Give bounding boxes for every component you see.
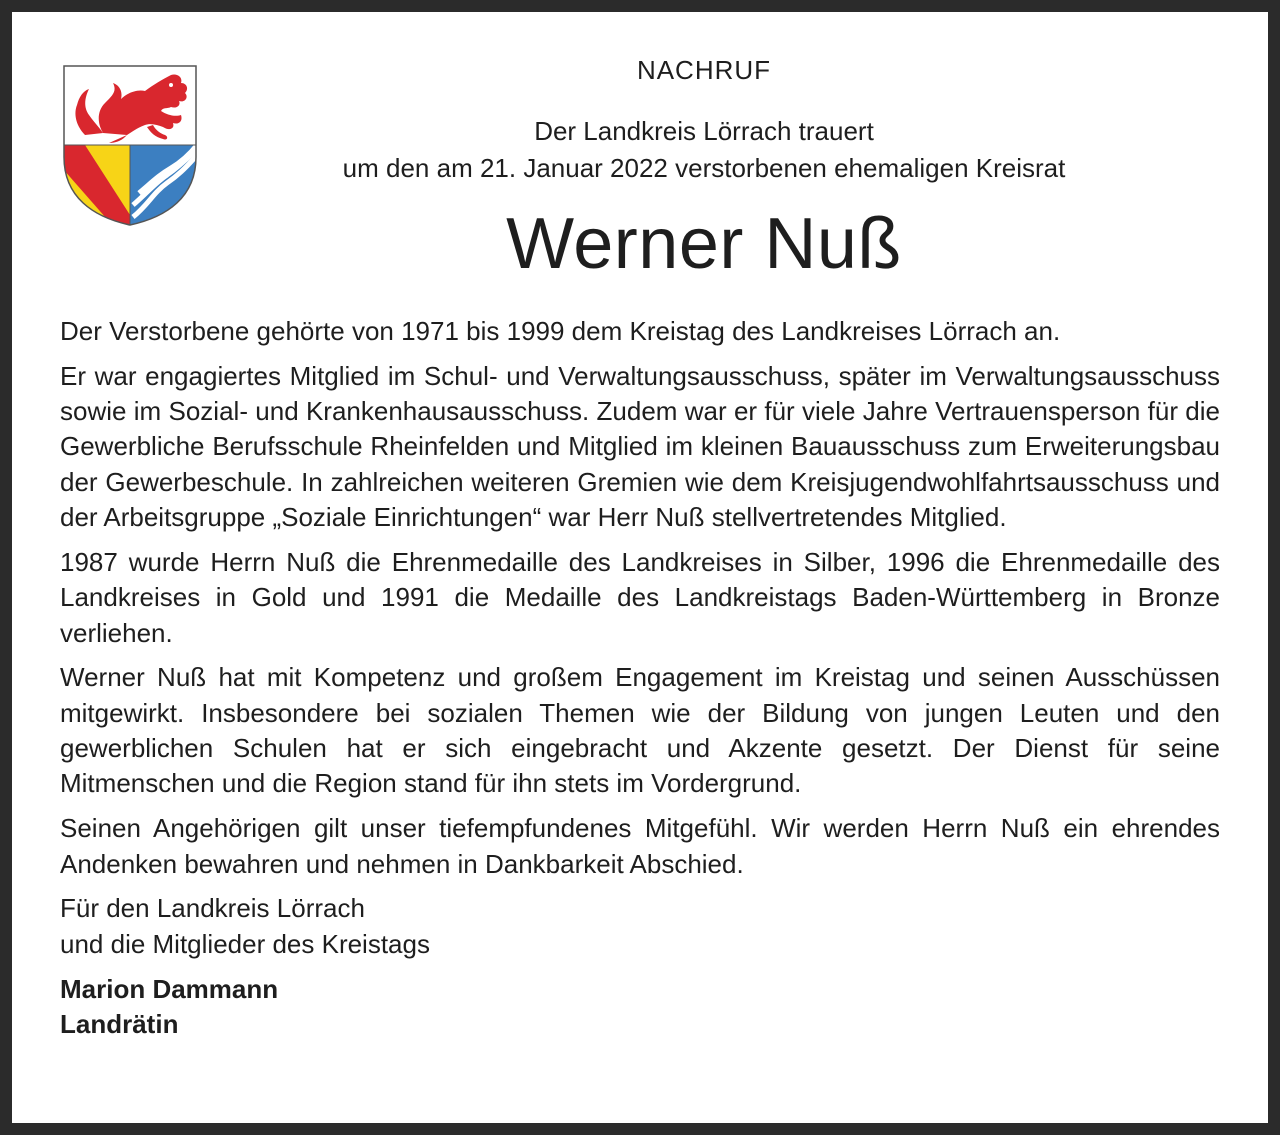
paragraph-committees: Er war engagiertes Mitglied im Schul- und Verwaltungsausschuss, später im Verwaltungsausschuss sowie im Sozial- und Krankenhausausschuss. Zudem war er für viele Jahre Vertrauensperson für die Gewerbliche Berufsschule Rheinfelden und Mitglied im kleinen Bauausschuss zum Erweiterungsbau der Gewerbeschule. In zahlreichen weiteren Gremien wie dem Kreisjugendwohlfahrtsausschuss und der Arbeitsgruppe „Soziale Einrichtungen“ war Herr Nuß stellvertretendes Mitglied. — [60, 360, 1220, 533]
header-block — [192, 52, 1216, 289]
closing-text — [60, 891, 1220, 962]
signatory-name: Marion Dammann — [60, 973, 279, 1004]
deceased-name: Werner Nuß — [506, 204, 902, 284]
notice-heading: NACHRUF — [636, 55, 772, 85]
intro-line-1: Der Landkreis Lörrach trauert — [534, 116, 874, 146]
obituary-notice — [12, 12, 1268, 1123]
intro-line-2: um den am 21. Januar 2022 verstorbenen ehemaligen Kreisrat — [342, 153, 1066, 183]
signature — [60, 972, 1220, 1043]
closing-line-1: Für den Landkreis Lörrach — [60, 893, 365, 924]
paragraph-honours: 1987 wurde Herrn Nuß die Ehrenmedaille des Landkreises in Silber, 1996 die Ehrenmedaille des Landkreises in Gold und 1991 die Medaille des Landkreistags Baden-Württemberg in Bronze verliehen. — [60, 546, 1220, 648]
paragraph-engagement: Werner Nuß hat mit Kompetenz und großem Engagement im Kreistag und seinen Ausschüssen mitgewirkt. Insbesondere bei sozialen Themen wie der Bildung von jungen Leuten und den gewerblichen Schulen hat er sich eingebracht und Akzente gesetzt. Der Dienst für seine Mitmenschen und die Region stand für ihn stets im Vordergrund. — [60, 662, 1220, 799]
paragraph-membership: Der Verstorbene gehörte von 1971 bis 1999 dem Kreistag des Landkreises Lörrach an. — [60, 316, 1061, 346]
closing-line-2: und die Mitglieder des Kreistags — [60, 928, 430, 959]
coat-of-arms-icon — [63, 65, 197, 226]
obituary-body — [60, 314, 1220, 1042]
paragraph-condolences: Seinen Angehörigen gilt unser tiefempfundenes Mitgefühl. Wir werden Herrn Nuß ein ehrendes Andenken bewahren und nehmen in Dankbarkeit Abschied. — [60, 813, 1220, 879]
intro-text — [192, 113, 1216, 187]
signatory-title: Landrätin — [60, 1008, 179, 1039]
